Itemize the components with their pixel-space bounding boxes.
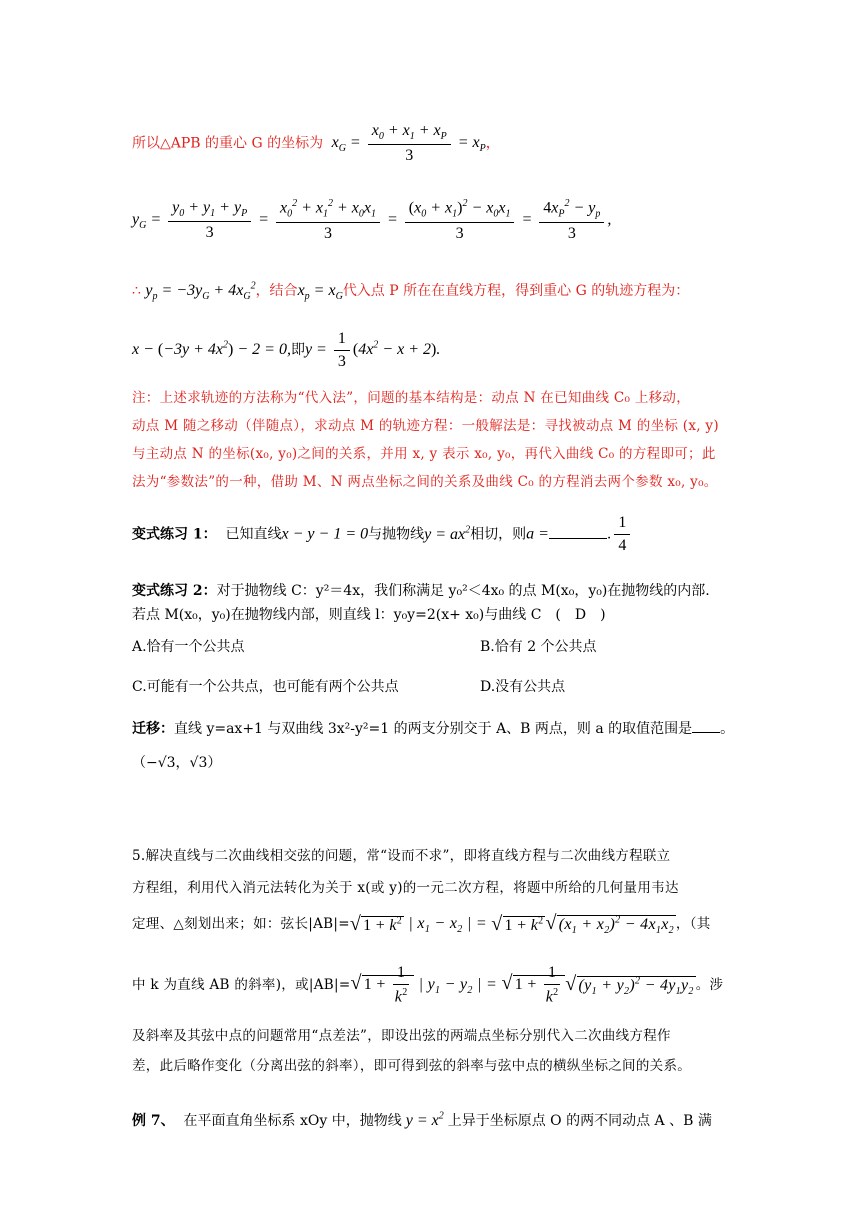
note-line-1: 注：上述求轨迹的方法称为“代入法”，问题的基本结构是：动点 N 在已知曲线 C₀ 上移动， bbox=[132, 390, 691, 406]
transfer-problem: 迁移：直线 y=ax+1 与双曲线 3x²-y²=1 的两支分别交于 A、B 两点，则 a 的取值范围是 。 bbox=[132, 721, 735, 737]
p5-line-5: 及斜率及其弦中点的问题常用“点差法”，即设出弦的两端点坐标分别代入二次曲线方程作 bbox=[132, 1028, 671, 1044]
p5-line-3: 定理、△刻划出来；如：弦长|AB|=√ $1 + k^2$ | $x_1 - x_2$ | = √ $1 + k^2$ √ $(x_1 + x_2)^2 - 4x_1x_2$ ，（其 bbox=[132, 912, 711, 937]
transfer-answer: （−√3，√3） bbox=[132, 755, 222, 771]
p5-line-1: 5.解决直线与二次曲线相交弦的问题，常“设而不求”，即将直线方程与二次曲线方程联立 bbox=[132, 848, 671, 864]
p5-line-6: 差，此后略作变化（分离出弦的斜率），即可得到弦的斜率与弦中点的横纵坐标之间的关系。 bbox=[132, 1058, 692, 1074]
option-b: B.恰有 2 个公共点 bbox=[480, 639, 597, 655]
example-7: 例 7、 在平面直角坐标系 xOy 中，抛物线 $y = x^2$ 上异于坐标原点 O 的两不同动点 A 、B 满 bbox=[132, 1110, 712, 1129]
option-a: A.恰有一个公共点 bbox=[132, 639, 245, 655]
p5-line-2: 方程组，利用代入消元法转化为关于 x(或 y)的一元二次方程，将题中所给的几何量用韦达 bbox=[132, 880, 679, 896]
option-c: C.可能有一个公共点，也可能有两个公共点 bbox=[132, 679, 399, 695]
answer-blank bbox=[549, 526, 607, 539]
note-line-2: 动点 M 随之移动（伴随点），求动点 M 的轨迹方程：一般解法是：寻找被动点 M 的坐标 (x, y) bbox=[132, 418, 719, 434]
trajectory-equation: $x - (-3y + 4x^2) - 2 = 0$,即y = $\frac{1}{3}$ $(4x^2 - x + 2)$. bbox=[132, 330, 441, 370]
exercise-2-line-2: 若点 M(x₀，y₀)在抛物线内部，则直线 l：y₀y=2(x+ x₀)与曲线 C ( D ) bbox=[132, 607, 606, 623]
note-line-3: 与主动点 N 的坐标(x₀, y₀)之间的关系，并用 x, y 表示 x₀, y₀，再代入曲线 C₀ 的方程即可；此 bbox=[132, 446, 716, 462]
transfer-blank bbox=[692, 720, 720, 733]
centroid-x-line: 所以△APB 的重心 G 的坐标为 $x_G$ = $\frac{x_0 + x_1 + x_P}{3}$ = $x_P$， bbox=[132, 122, 500, 165]
option-d: D.没有公共点 bbox=[480, 679, 566, 695]
intro-text: 所以△APB 的重心 G 的坐标为 bbox=[132, 135, 324, 152]
answer-fraction: $\frac{1}{4}$ bbox=[614, 514, 630, 555]
trajectory-line: ∴ $y_p = -3y_G + 4x_G^2$，结合$x_p = x_G$代入点 P 所在在直线方程，得到重心 G 的轨迹方程为： bbox=[132, 280, 690, 303]
note-line-4: 法为“参数法”的一种，借助 M、N 两点坐标之间的关系及曲线 C₀ 的方程消去两个参数 x₀, y₀。 bbox=[132, 474, 718, 490]
exercise-1: 变式练习 1： 已知直线x − y − 1 = 0与抛物线$y = ax^2$相切，则a = . $\frac{1}{4}$ bbox=[132, 514, 633, 555]
exercise-2-line-1: 变式练习 2：对于抛物线 C：y²＝4x，我们称满足 y₀²＜4x₀ 的点 M(x₀，y₀)在抛物线的内部. bbox=[132, 583, 710, 599]
centroid-y-line: $y_G$ = $\frac{y_0 + y_1 + y_P}{3}$ = $\frac{x_0^2 + x_1^2 + x_0x_1}{3}$ = $\frac{(x_0 + x_1)^2 - x_0x_1}{3}$ = $\frac{4x_P^2 - y_p}{3}$ , bbox=[132, 198, 612, 242]
p5-line-4: 中 k 为直线 AB 的斜率)，或|AB|=√ 1 + $\frac{1}{k^2}$ | $y_1 - y_2$ | = √ 1 + $\frac{1}{k^2}$ √ $(y_1 + y_2)^2 - 4y_1y_2$ 。涉 bbox=[132, 964, 724, 1006]
